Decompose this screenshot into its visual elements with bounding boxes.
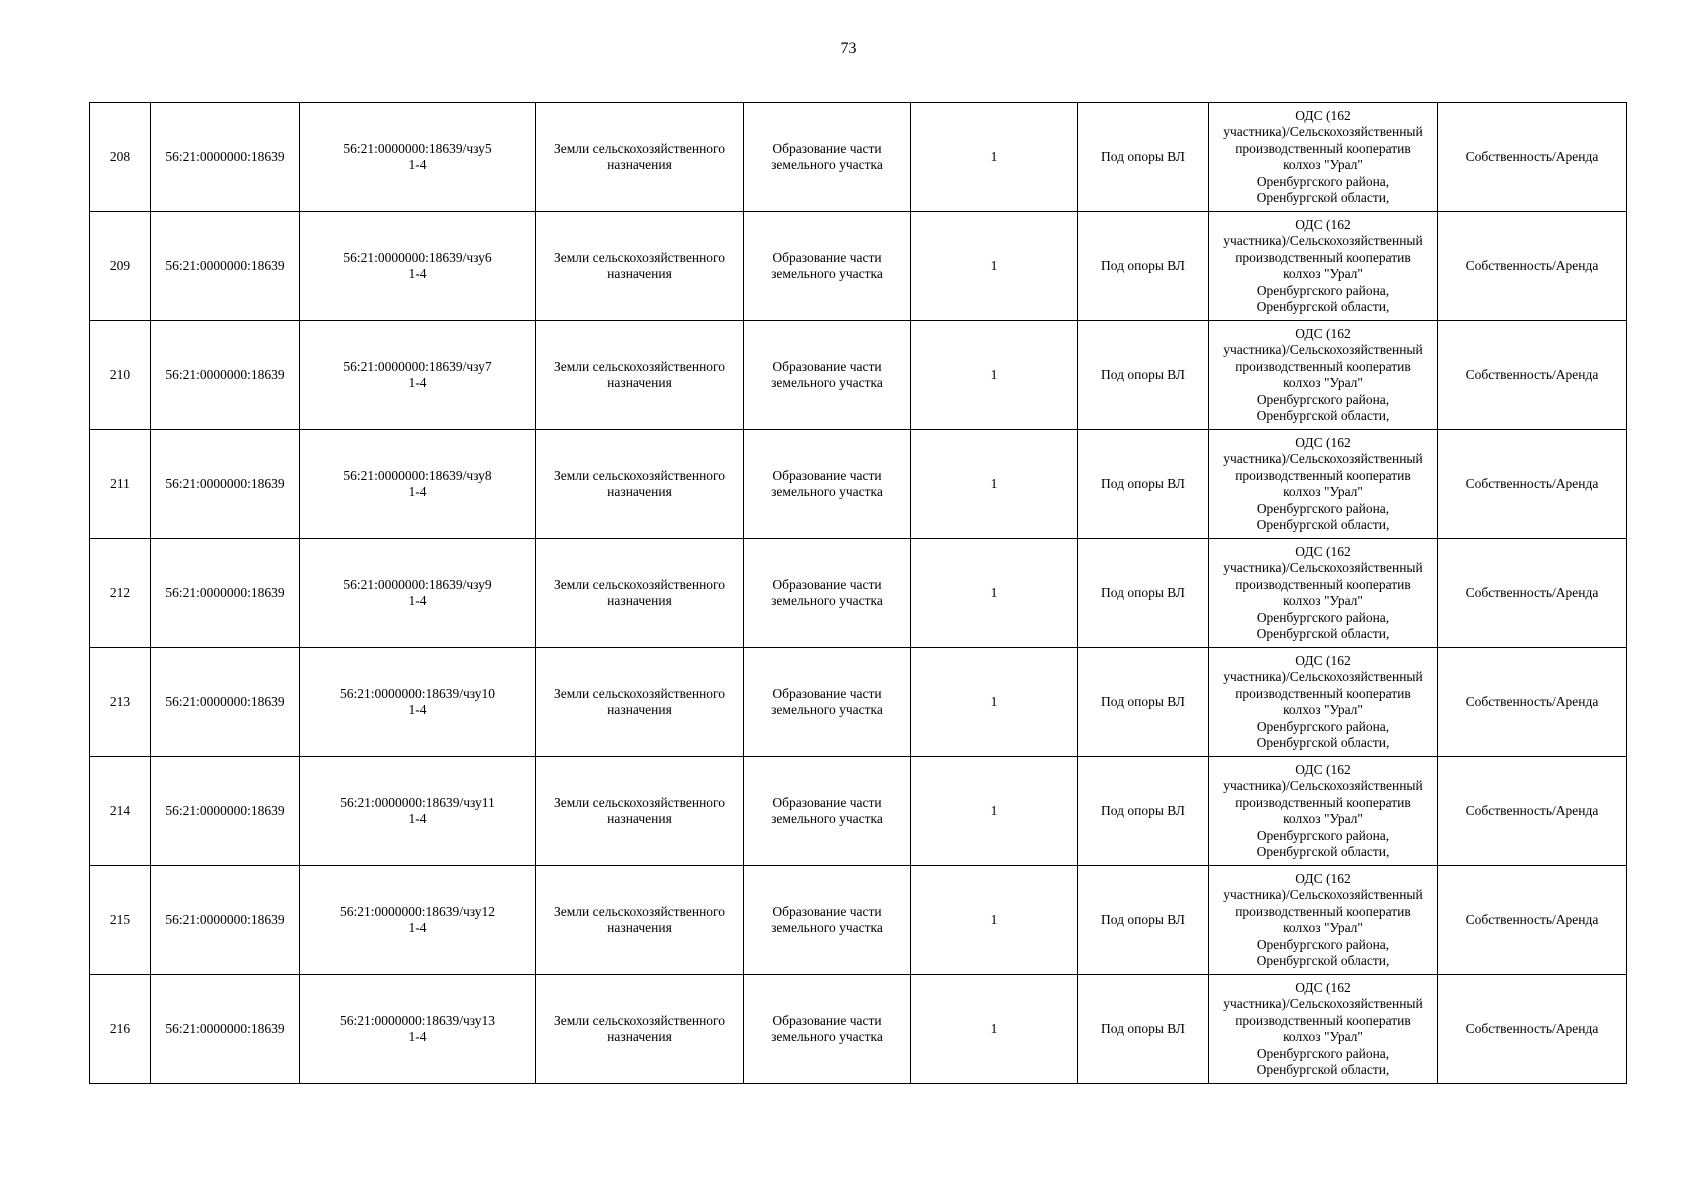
land-category-cell [536, 975, 744, 1084]
cadastral-number-cell [151, 866, 300, 975]
cadastral-number-text: 56:21:0000000:18639 [165, 1020, 285, 1036]
right-type-cell [1438, 757, 1627, 866]
table-row [90, 757, 1627, 866]
right-type-text: Собственность/Аренда [1465, 584, 1599, 600]
right-type-text: Собственность/Аренда [1465, 366, 1599, 382]
right-type-cell [1438, 975, 1627, 1084]
cadastral-number-text: 56:21:0000000:18639 [165, 693, 285, 709]
purpose-text: Под опоры ВЛ [1101, 693, 1185, 709]
land-category-text: Земли сельскохозяйственного назначения [553, 685, 726, 717]
table-row [90, 321, 1627, 430]
right-type-text: Собственность/Аренда [1465, 693, 1599, 709]
cadastral-number-cell [151, 757, 300, 866]
row-number-cell [90, 648, 151, 757]
action-type-cell [744, 212, 911, 321]
owner-cell [1209, 212, 1438, 321]
row-number-text: 211 [110, 475, 130, 491]
right-type-cell [1438, 866, 1627, 975]
table-body [90, 103, 1627, 1084]
count-cell [911, 866, 1078, 975]
land-part-number-cell [300, 975, 536, 1084]
cadastral-number-text: 56:21:0000000:18639 [165, 257, 285, 273]
owner-text: ОДС (162 участника)/Сельскохозяйственный производственный кооператив колхоз "Урал" Оренбургского района, Оренбургской области, [1223, 543, 1423, 641]
right-type-text: Собственность/Аренда [1465, 257, 1599, 273]
row-number-text: 216 [109, 1020, 131, 1036]
land-category-cell [536, 103, 744, 212]
land-category-text: Земли сельскохозяйственного назначения [553, 794, 726, 826]
land-category-text: Земли сельскохозяйственного назначения [553, 249, 726, 281]
land-category-cell [536, 757, 744, 866]
cadastral-number-text: 56:21:0000000:18639 [165, 366, 285, 382]
cadastral-number-cell [151, 430, 300, 539]
row-number-text: 214 [109, 802, 131, 818]
count-cell [911, 757, 1078, 866]
right-type-cell [1438, 648, 1627, 757]
purpose-text: Под опоры ВЛ [1101, 802, 1185, 818]
row-number-text: 210 [109, 366, 131, 382]
count-cell [911, 975, 1078, 1084]
purpose-cell [1078, 975, 1209, 1084]
right-type-cell [1438, 212, 1627, 321]
row-number-cell [90, 321, 151, 430]
table-row [90, 975, 1627, 1084]
count-text: 1 [990, 802, 998, 818]
count-text: 1 [990, 257, 998, 273]
owner-text: ОДС (162 участника)/Сельскохозяйственный производственный кооператив колхоз "Урал" Оренбургского района, Оренбургской области, [1223, 979, 1423, 1077]
row-number-text: 212 [109, 584, 131, 600]
land-part-number-text: 56:21:0000000:18639/чзу12 1-4 [339, 903, 496, 935]
cadastral-number-text: 56:21:0000000:18639 [165, 911, 285, 927]
action-type-cell [744, 430, 911, 539]
action-type-text: Образование части земельного участка [771, 358, 883, 390]
action-type-cell [744, 103, 911, 212]
owner-cell [1209, 103, 1438, 212]
cadastral-number-cell [151, 321, 300, 430]
land-category-text: Земли сельскохозяйственного назначения [553, 576, 726, 608]
cadastral-number-cell [151, 103, 300, 212]
land-part-number-cell [300, 212, 536, 321]
count-text: 1 [990, 584, 998, 600]
land-part-number-text: 56:21:0000000:18639/чзу6 1-4 [343, 249, 492, 281]
right-type-text: Собственность/Аренда [1465, 1020, 1599, 1036]
land-part-number-cell [300, 321, 536, 430]
table-row [90, 866, 1627, 975]
table-row [90, 539, 1627, 648]
count-cell [911, 648, 1078, 757]
count-text: 1 [990, 1020, 998, 1036]
action-type-cell [744, 539, 911, 648]
owner-cell [1209, 975, 1438, 1084]
cadastral-number-text: 56:21:0000000:18639 [165, 148, 285, 164]
land-category-cell [536, 212, 744, 321]
land-part-number-text: 56:21:0000000:18639/чзу9 1-4 [343, 576, 492, 608]
action-type-cell [744, 321, 911, 430]
table-row [90, 648, 1627, 757]
count-text: 1 [990, 475, 998, 491]
count-cell [911, 212, 1078, 321]
row-number-cell [90, 103, 151, 212]
owner-text: ОДС (162 участника)/Сельскохозяйственный производственный кооператив колхоз "Урал" Оренбургского района, Оренбургской области, [1223, 216, 1423, 314]
land-part-number-text: 56:21:0000000:18639/чзу5 1-4 [343, 140, 492, 172]
owner-cell [1209, 539, 1438, 648]
purpose-cell [1078, 866, 1209, 975]
land-category-text: Земли сельскохозяйственного назначения [553, 903, 726, 935]
land-part-number-text: 56:21:0000000:18639/чзу10 1-4 [339, 685, 496, 717]
right-type-text: Собственность/Аренда [1465, 911, 1599, 927]
cadastral-number-text: 56:21:0000000:18639 [165, 475, 285, 491]
cadastral-number-cell [151, 648, 300, 757]
row-number-cell [90, 539, 151, 648]
table-row [90, 103, 1627, 212]
land-part-number-cell [300, 757, 536, 866]
land-category-text: Земли сельскохозяйственного назначения [553, 358, 726, 390]
owner-cell [1209, 430, 1438, 539]
land-category-cell [536, 539, 744, 648]
land-category-cell [536, 648, 744, 757]
owner-text: ОДС (162 участника)/Сельскохозяйственный производственный кооператив колхоз "Урал" Оренбургского района, Оренбургской области, [1223, 652, 1423, 750]
cadastral-number-cell [151, 212, 300, 321]
row-number-text: 209 [109, 257, 131, 273]
owner-text: ОДС (162 участника)/Сельскохозяйственный производственный кооператив колхоз "Урал" Оренбургского района, Оренбургской области, [1223, 761, 1423, 859]
owner-cell [1209, 757, 1438, 866]
page-number: 73 [840, 40, 857, 57]
cadastral-number-text: 56:21:0000000:18639 [165, 802, 285, 818]
land-registry-table [89, 102, 1627, 1084]
count-text: 1 [990, 693, 998, 709]
purpose-cell [1078, 321, 1209, 430]
land-category-text: Земли сельскохозяйственного назначения [553, 467, 726, 499]
right-type-cell [1438, 430, 1627, 539]
purpose-cell [1078, 539, 1209, 648]
count-text: 1 [990, 911, 998, 927]
land-part-number-cell [300, 648, 536, 757]
owner-text: ОДС (162 участника)/Сельскохозяйственный производственный кооператив колхоз "Урал" Оренбургского района, Оренбургской области, [1223, 325, 1423, 423]
right-type-text: Собственность/Аренда [1465, 148, 1599, 164]
action-type-cell [744, 866, 911, 975]
row-number-text: 208 [109, 148, 131, 164]
cadastral-number-cell [151, 539, 300, 648]
land-part-number-cell [300, 539, 536, 648]
owner-text: ОДС (162 участника)/Сельскохозяйственный производственный кооператив колхоз "Урал" Оренбургского района, Оренбургской области, [1223, 107, 1423, 205]
purpose-cell [1078, 430, 1209, 539]
land-part-number-text: 56:21:0000000:18639/чзу8 1-4 [343, 467, 492, 499]
purpose-cell [1078, 757, 1209, 866]
land-part-number-cell [300, 866, 536, 975]
owner-text: ОДС (162 участника)/Сельскохозяйственный производственный кооператив колхоз "Урал" Оренбургского района, Оренбургской области, [1223, 434, 1423, 532]
land-part-number-text: 56:21:0000000:18639/чзу7 1-4 [343, 358, 492, 390]
purpose-text: Под опоры ВЛ [1101, 366, 1185, 382]
action-type-text: Образование части земельного участка [771, 794, 883, 826]
right-type-text: Собственность/Аренда [1465, 475, 1599, 491]
right-type-cell [1438, 103, 1627, 212]
owner-cell [1209, 321, 1438, 430]
table-row [90, 430, 1627, 539]
action-type-cell [744, 648, 911, 757]
land-category-cell [536, 866, 744, 975]
count-cell [911, 430, 1078, 539]
count-text: 1 [990, 366, 998, 382]
cadastral-number-cell [151, 975, 300, 1084]
owner-cell [1209, 648, 1438, 757]
cadastral-number-text: 56:21:0000000:18639 [165, 584, 285, 600]
action-type-text: Образование части земельного участка [771, 685, 883, 717]
row-number-cell [90, 975, 151, 1084]
action-type-cell [744, 975, 911, 1084]
right-type-cell [1438, 321, 1627, 430]
action-type-text: Образование части земельного участка [771, 1012, 883, 1044]
action-type-cell [744, 757, 911, 866]
right-type-text: Собственность/Аренда [1465, 802, 1599, 818]
purpose-text: Под опоры ВЛ [1101, 584, 1185, 600]
land-category-text: Земли сельскохозяйственного назначения [553, 1012, 726, 1044]
purpose-text: Под опоры ВЛ [1101, 257, 1185, 273]
row-number-cell [90, 430, 151, 539]
row-number-cell [90, 212, 151, 321]
land-part-number-cell [300, 103, 536, 212]
purpose-text: Под опоры ВЛ [1101, 1020, 1185, 1036]
row-number-cell [90, 757, 151, 866]
table-row [90, 212, 1627, 321]
action-type-text: Образование части земельного участка [771, 249, 883, 281]
right-type-cell [1438, 539, 1627, 648]
land-category-cell [536, 430, 744, 539]
action-type-text: Образование части земельного участка [771, 140, 883, 172]
land-part-number-text: 56:21:0000000:18639/чзу13 1-4 [339, 1012, 496, 1044]
action-type-text: Образование части земельного участка [771, 467, 883, 499]
row-number-text: 215 [109, 911, 131, 927]
purpose-text: Под опоры ВЛ [1101, 475, 1185, 491]
land-part-number-cell [300, 430, 536, 539]
purpose-cell [1078, 648, 1209, 757]
count-text: 1 [990, 148, 998, 164]
count-cell [911, 321, 1078, 430]
action-type-text: Образование части земельного участка [771, 903, 883, 935]
purpose-text: Под опоры ВЛ [1101, 148, 1185, 164]
land-category-text: Земли сельскохозяйственного назначения [553, 140, 726, 172]
action-type-text: Образование части земельного участка [771, 576, 883, 608]
land-part-number-text: 56:21:0000000:18639/чзу11 1-4 [340, 794, 495, 826]
count-cell [911, 539, 1078, 648]
count-cell [911, 103, 1078, 212]
purpose-cell [1078, 212, 1209, 321]
owner-cell [1209, 866, 1438, 975]
land-category-cell [536, 321, 744, 430]
purpose-cell [1078, 103, 1209, 212]
row-number-text: 213 [109, 693, 131, 709]
purpose-text: Под опоры ВЛ [1101, 911, 1185, 927]
owner-text: ОДС (162 участника)/Сельскохозяйственный производственный кооператив колхоз "Урал" Оренбургского района, Оренбургской области, [1223, 870, 1423, 968]
row-number-cell [90, 866, 151, 975]
